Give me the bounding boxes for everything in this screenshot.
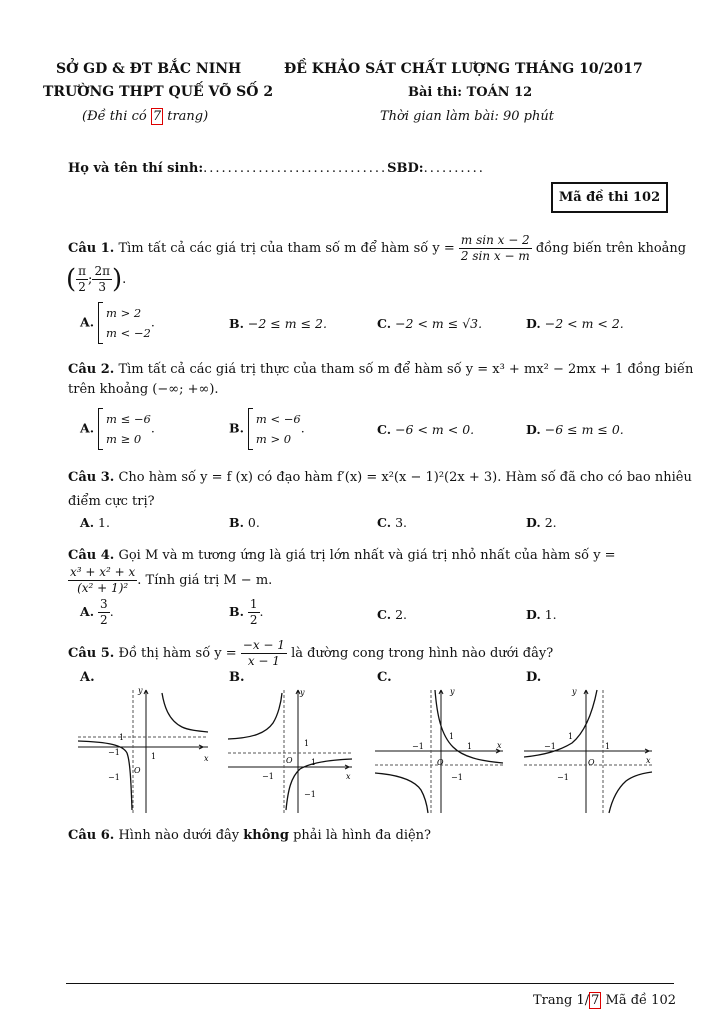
duration: Thời gian làm bài: 90 phút [380,109,554,124]
q1-option-a[interactable]: A. m > 2 m < −2. [80,302,155,344]
q4-option-c[interactable]: C. 2. [377,607,408,622]
graph-label-a[interactable]: A. [80,670,95,685]
school-dept: SỞ GD & ĐT BẮC NINH [56,61,242,77]
graph-c-tick: −1 [412,742,424,751]
q1-option-c[interactable]: C. −2 < m ≤ √3. [377,316,483,331]
graph-b-tick: 1 [311,758,317,767]
graph-c-x-label: x [497,741,502,750]
q2-option-a[interactable]: A. m ≤ −6 m ≥ 0. [80,408,155,450]
q6-text: Câu 6. Hình nào dưới đây không phải là hình đa diện? [68,828,432,843]
graph-d-tick: −1 [544,742,556,751]
graph-a-y-label: y [138,686,143,695]
exam-title: ĐỀ KHẢO SÁT CHẤT LƯỢNG THÁNG 10/2017 [284,61,643,77]
graph-b-y-label: y [300,688,305,697]
graph-label-d[interactable]: D. [526,670,542,685]
graph-c-origin: O [437,758,444,767]
graph-c-tick: −1 [451,773,463,782]
graph-b-tick: −1 [262,772,274,781]
q4-option-a[interactable]: A. $\frac{3}{2}$ . [80,597,114,627]
graph-a-tick: 1 [119,733,125,742]
exam-code-box: Mã đề thi 102 [551,182,668,213]
graph-a-origin: O [134,766,141,775]
footer-divider [66,983,674,984]
graph-c[interactable] [375,685,510,815]
graph-a[interactable] [78,685,213,815]
graph-b-tick: −1 [304,790,316,799]
graph-b-tick: 1 [304,739,310,748]
graph-c-tick: 1 [449,732,455,741]
graph-a-tick: −1 [108,773,120,782]
q4-text-line2: $\frac{\text{x³ + x² + x}}{\text{(x² + 1)²}}$ . Tính giá trị M − m. [70,565,273,595]
graph-d-tick: 1 [605,742,611,751]
q1-option-d[interactable]: D. −2 < m < 2. [526,316,624,331]
graph-d-tick: −1 [557,773,569,782]
school-name: TRƯỜNG THPT QUẾ VÕ SỐ 2 [43,84,274,100]
q3-option-a[interactable]: A. 1. [80,515,110,530]
graph-d-tick: 1 [568,732,574,741]
subject: Bài thi: TOÁN 12 [408,85,533,100]
graph-d-y-label: y [572,687,577,696]
q1-text: Câu 1. Tìm tất cả các giá trị của tham số m để hàm số y = $\frac{\text{m sin x − 2}}{\text{2 sin x − m}}$ đồng biến trên khoảng [68,233,687,263]
q1-fraction: $\frac{\text{m sin x − 2}}{\text{2 sin x − m}}$ [460,233,530,263]
q4-text-line1: Câu 4. Gọi M và m tương ứng là giá trị lớn nhất và giá trị nhỏ nhất của hàm số y = [68,548,616,563]
q2-option-c[interactable]: C. −6 < m < 0. [377,422,475,437]
graph-a-x-label: x [204,754,209,763]
graph-b[interactable] [228,685,363,815]
graph-d-x-label: x [646,756,651,765]
graph-a-tick: −1 [108,748,120,757]
graph-label-b[interactable]: B. [229,670,245,685]
q2-option-d[interactable]: D. −6 ≤ m ≤ 0. [526,422,624,437]
q3-option-c[interactable]: C. 3. [377,515,408,530]
q1-interval: ( $\frac{\pi}{2}$ ; $\frac{2\pi}{3}$ ). [66,264,127,295]
q2-text: Câu 2. Tìm tất cả các giá trị thực của tham số m để hàm số y = x³ + mx² − 2mx + 1 đồng biến trên khoảng (−∞; +∞). [68,362,694,397]
page-footer: Trang 1/ 7 Mã đề 102 [533,993,676,1008]
graph-c-tick: 1 [467,742,473,751]
q2-option-b[interactable]: B. m < −6 m > 0. [229,408,305,450]
q3-text: Câu 3. Cho hàm số y = f (x) có đạo hàm f′(x) = x²(x − 1)²(2x + 3). Hàm số đã cho có bao nhiêu điểm cực trị? [68,470,692,509]
graph-a-tick: 1 [151,752,157,761]
graph-b-x-label: x [346,772,351,781]
graph-label-c[interactable]: C. [377,670,392,685]
graph-d-origin: O [588,758,595,767]
page-count-note: (Đề thi có 7 trang) [82,109,209,124]
graph-b-origin: O [286,756,293,765]
graph-c-y-label: y [450,687,455,696]
q5-text: Câu 5. Đồ thị hàm số y = $\frac{-x - 1}{x - 1}$ là đường cong trong hình nào dưới đây? [68,638,554,668]
q3-option-d[interactable]: D. 2. [526,515,557,530]
graph-d[interactable] [524,685,659,815]
q1-option-b[interactable]: B. −2 ≤ m ≤ 2. [229,316,327,331]
student-info-line: Họ và tên thí sinh:..............................SBD:.......... [68,161,485,176]
q4-option-b[interactable]: B. $\frac{1}{2}$ . [229,597,264,627]
q3-option-b[interactable]: B. 0. [229,515,260,530]
q4-option-d[interactable]: D. 1. [526,607,557,622]
